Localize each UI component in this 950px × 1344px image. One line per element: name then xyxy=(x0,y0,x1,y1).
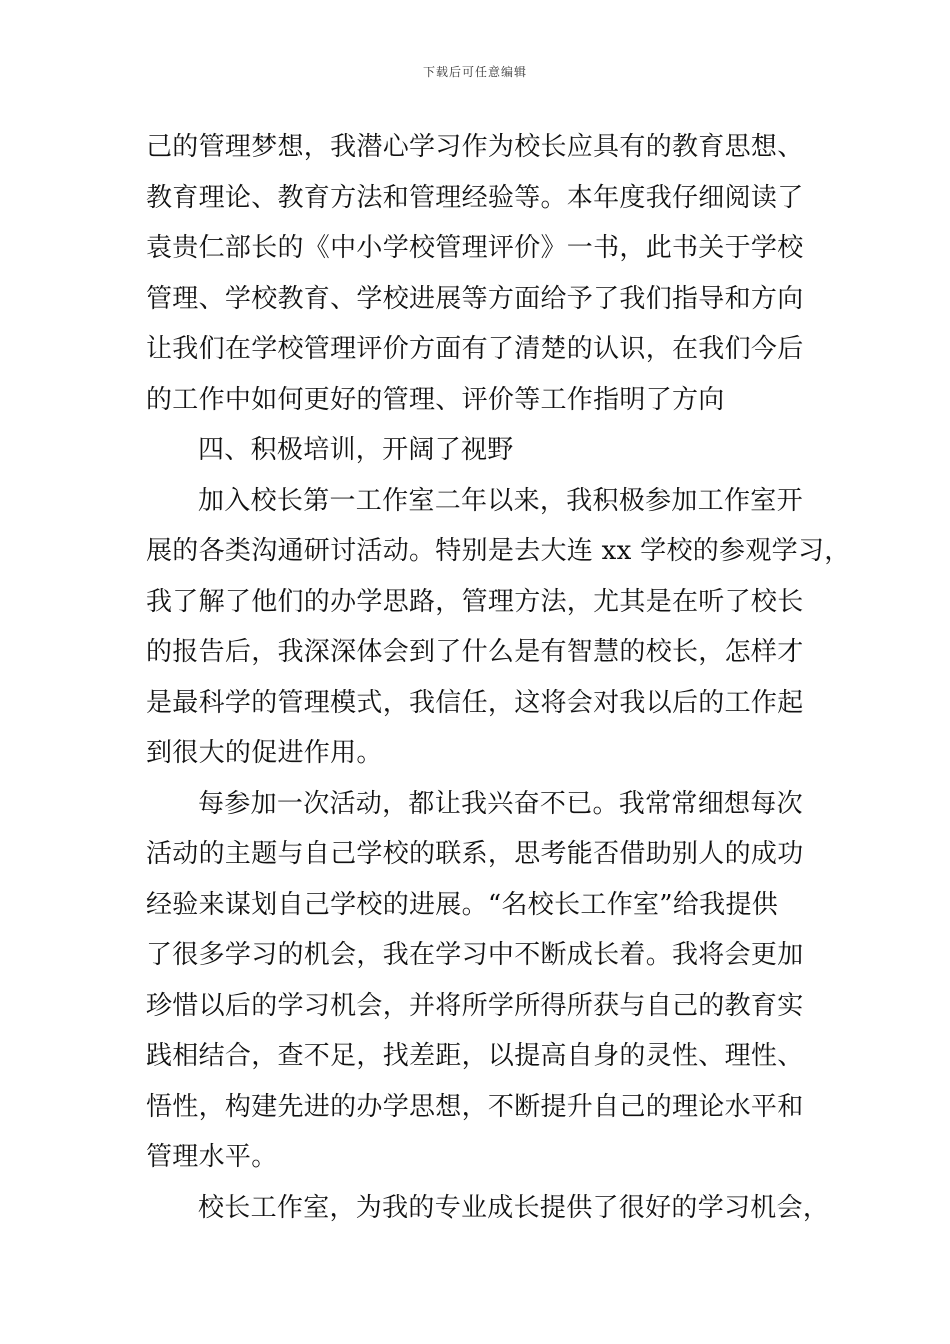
page-header: 下载后可任意编辑 xyxy=(422,65,527,79)
text-line: 管理水平。 xyxy=(146,1142,278,1172)
text-line: 校长工作室，为我的专业成长提供了很好的学习机会， xyxy=(198,1192,830,1223)
text-line: 了很多学习的机会，我在学习中不断成长着。我将会更加 xyxy=(146,940,804,970)
text-line: 经验来谋划自己学校的进展。“名校长工作室”给我提供 xyxy=(146,889,779,920)
text-line: 教育理论、教育方法和管理经验等。本年度我仔细阅读了 xyxy=(146,182,804,213)
text-line: 践相结合，查不足，找差距，以提高自身的灵性、理性、 xyxy=(146,1041,804,1071)
text-line: 每参加一次活动，都让我兴奋不已。我常常细想每次 xyxy=(198,788,803,819)
text-line: 是最科学的管理模式，我信任，这将会对我以后的工作起 xyxy=(146,687,804,718)
text-line: 的报告后，我深深体会到了什么是有智慧的校长，怎样才 xyxy=(146,637,804,667)
text-line: 的工作中如何更好的管理、评价等工作指明了方向 xyxy=(146,384,725,415)
text-line: 活动的主题与自己学校的联系，思考能否借助别人的成功 xyxy=(146,839,804,869)
section-heading: 四、积极培训，开阔了视野 xyxy=(198,435,514,465)
document-body xyxy=(146,122,851,1233)
text-line: 袁贵仁部长的《中小学校管理评价》一书，此书关于学校 xyxy=(146,233,804,263)
text-line: 到很大的促进作用。 xyxy=(146,738,383,768)
text-line: 我了解了他们的办学思路，管理方法，尤其是在听了校长 xyxy=(146,586,804,617)
text-line: 管理、学校教育、学校进展等方面给予了我们指导和方向 xyxy=(146,283,804,314)
text-line: 悟性，构建先进的办学思想，不断提升自己的理论水平和 xyxy=(146,1091,804,1122)
text-line: 展的各类沟通研讨活动。特别是去大连 xx 学校的参观学习， xyxy=(146,536,851,566)
text-line: 加入校长第一工作室二年以来，我积极参加工作室开 xyxy=(198,485,803,516)
text-line: 己的管理梦想，我潜心学习作为校长应具有的教育思想、 xyxy=(146,132,804,162)
text-line: 让我们在学校管理评价方面有了清楚的认识，在我们今后 xyxy=(146,334,804,364)
text-line: 珍惜以后的学习机会，并将所学所得所获与自己的教育实 xyxy=(146,990,804,1021)
